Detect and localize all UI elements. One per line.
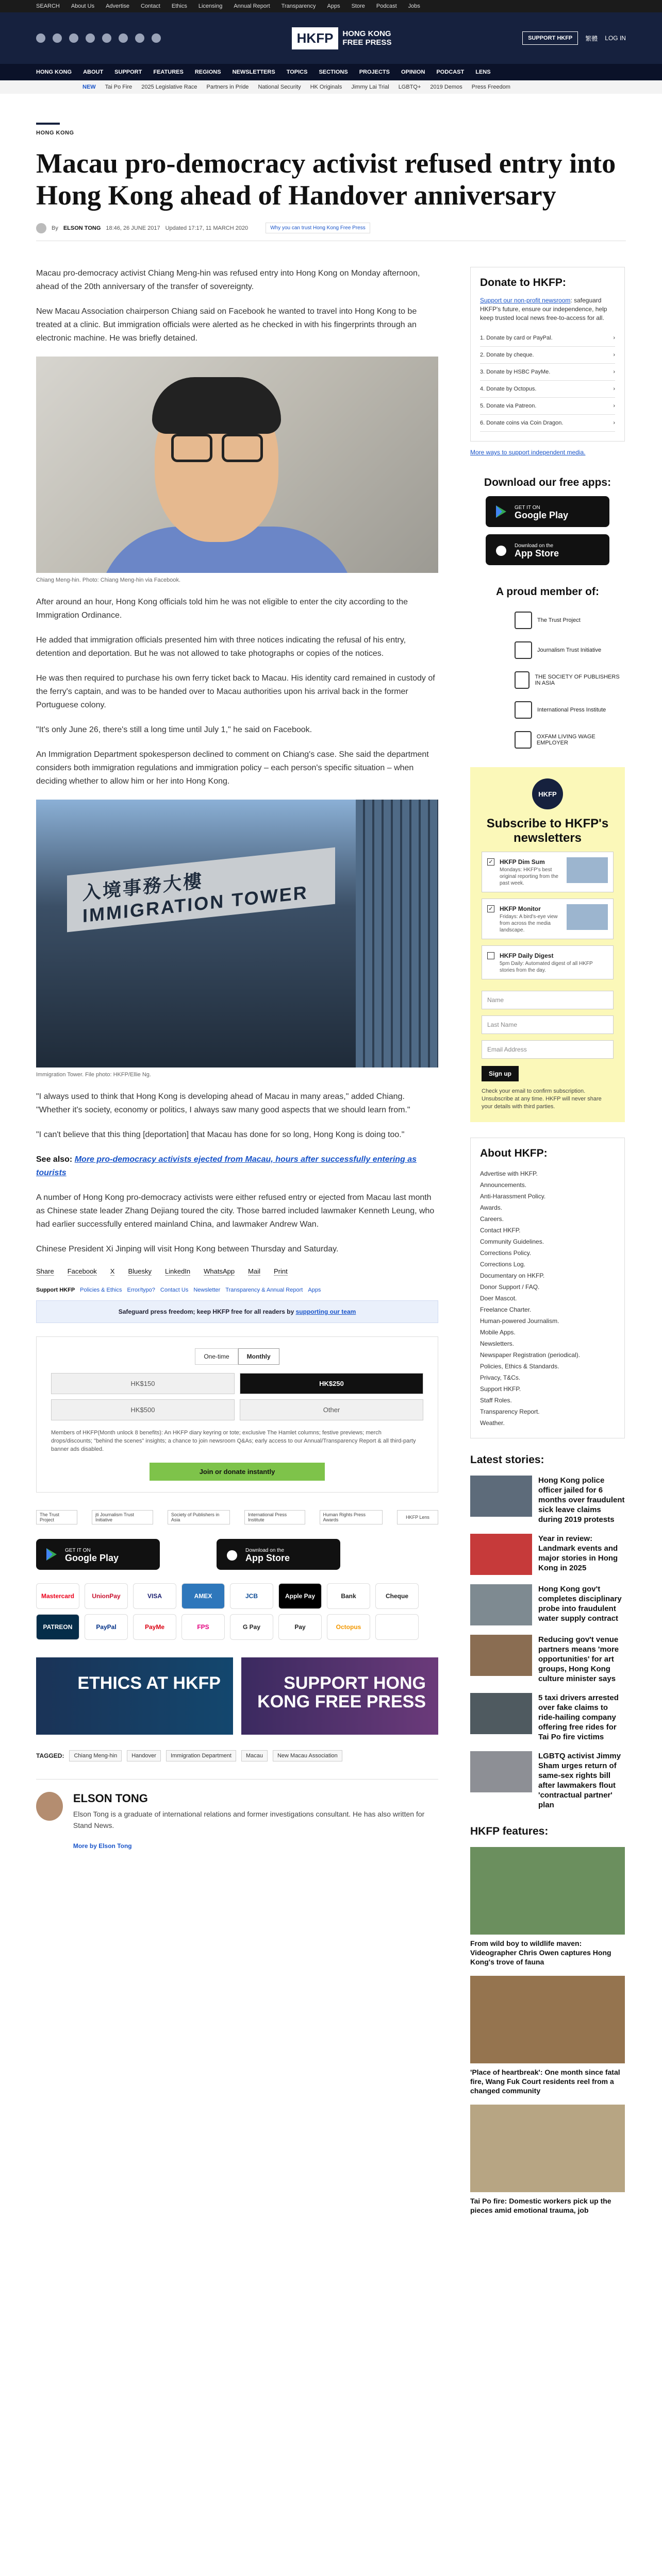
support-hkfp-link[interactable]: Support HKFP bbox=[36, 1287, 75, 1293]
arrow-icon: › bbox=[613, 369, 615, 375]
paragraph: "I can't believe that this thing [deportation] that Macau has done for so long, Hong Kong is doing too." bbox=[36, 1130, 405, 1139]
photo-caption: Immigration Tower. File photo: HKFP/Ellie Ng. bbox=[36, 1072, 151, 1078]
tag[interactable]: Handover bbox=[127, 1750, 161, 1761]
email-input[interactable]: Email Address bbox=[482, 1040, 614, 1059]
see-also-link[interactable]: More pro-democracy activists ejected from Macau, hours after successfully entering as tourists bbox=[36, 1155, 417, 1177]
google-play-icon bbox=[44, 1547, 59, 1562]
trending-link[interactable]: 2019 Demos bbox=[430, 84, 462, 90]
photo-caption: Chiang Meng-hin. Photo: Chiang Meng-hin via Facebook. bbox=[36, 577, 181, 583]
payment-logo: Apple Pay bbox=[278, 1583, 322, 1609]
story-thumb bbox=[470, 1635, 532, 1676]
donate-intro-link[interactable]: Support our non-profit newsroom bbox=[480, 297, 571, 304]
support-button[interactable]: SUPPORT HKFP bbox=[522, 31, 578, 45]
photo-tower bbox=[356, 800, 438, 1067]
donation-widget bbox=[36, 1336, 438, 1493]
social-icons bbox=[36, 33, 161, 43]
feature-story[interactable]: From wild boy to wildlife maven: Videographer Chris Owen captures Hong Kong's trove of fauna bbox=[470, 1847, 625, 1967]
about-link[interactable]: Corrections Policy. bbox=[480, 1249, 532, 1257]
trending-link[interactable]: Jimmy Lai Trial bbox=[351, 84, 389, 90]
latest-story[interactable]: 5 taxi drivers arrested over fake claims to ride-hailing company offering free rides for Tai Po fire victims bbox=[470, 1693, 625, 1742]
trending-bar bbox=[0, 80, 662, 94]
nav-item[interactable]: PODCAST bbox=[436, 69, 465, 75]
paragraph: "I always used to think that Hong Kong is developing ahead of Macau in many areas," added Chiang. "Whether it's society, economy or politics, I always saw many good aspects that we should learn from." bbox=[36, 1092, 410, 1114]
tagged-label: TAGGED: bbox=[36, 1752, 64, 1759]
join-button[interactable]: Join or donate instantly bbox=[150, 1463, 325, 1481]
partner-logos bbox=[36, 1510, 438, 1524]
newsletter-box bbox=[470, 767, 625, 1122]
main-nav bbox=[0, 64, 662, 80]
store-link[interactable]: Store bbox=[351, 3, 365, 9]
nav-item[interactable]: SUPPORT bbox=[114, 69, 142, 75]
author-bio: Elson Tong is a graduate of international relations and former investigations consultant. He has also written for Stand News. bbox=[73, 1810, 425, 1829]
see-also-label: See also: bbox=[36, 1155, 73, 1164]
share-x[interactable]: X bbox=[110, 1267, 115, 1275]
app-store-buttons bbox=[36, 1539, 438, 1570]
promo-headline: SUPPORT HONG KONG FREE PRESS bbox=[257, 1673, 426, 1711]
site-logo[interactable] bbox=[292, 27, 392, 49]
about-link[interactable]: Corrections Log. bbox=[480, 1261, 526, 1268]
arrow-icon: › bbox=[613, 386, 615, 392]
story-thumb bbox=[470, 1693, 532, 1734]
member-title: A proud member of: bbox=[496, 586, 599, 598]
about-link[interactable]: Policies, Ethics & Standards. bbox=[480, 1363, 559, 1370]
freq-one-time[interactable]: One-time bbox=[195, 1348, 238, 1365]
article-photo bbox=[36, 357, 438, 573]
tag[interactable]: New Macau Association bbox=[273, 1750, 342, 1761]
footer-link[interactable]: Newsletter bbox=[193, 1287, 221, 1293]
partner-logo[interactable]: Human Rights Press Awards bbox=[320, 1510, 383, 1524]
ethics-promo[interactable] bbox=[36, 1657, 233, 1735]
about-link[interactable]: Newsletters. bbox=[480, 1340, 515, 1347]
instagram-icon[interactable] bbox=[69, 33, 78, 43]
latest-story[interactable]: LGBTQ activist Jimmy Sham urges return of same-sex rights bill after lawmakers flout 'contractual partner' plan bbox=[470, 1751, 625, 1810]
about-link[interactable]: Anti-Harassment Policy. bbox=[480, 1193, 546, 1200]
article-category[interactable]: HONG KONG bbox=[36, 130, 74, 136]
footer-link[interactable]: Apps bbox=[308, 1287, 321, 1293]
amount-grid bbox=[51, 1373, 423, 1420]
about-link[interactable]: Announcements. bbox=[480, 1181, 527, 1189]
jobs-link[interactable]: Jobs bbox=[408, 3, 420, 9]
partner-logo[interactable]: HKFP Lens bbox=[397, 1510, 438, 1524]
trending-link[interactable]: Tai Po Fire bbox=[105, 84, 133, 90]
membership-note: Members of HKFP(Month unlock 8 benefits): An HKFP diary keyring or tote; exclusive The Hamlet columns; festive previews; merch drops/discounts; "behind the scenes" insights; a chance to join newsroom Q&As; early access to our Annual/Transparency Report & all third-party banner ads disabled. bbox=[51, 1430, 416, 1452]
nav-item[interactable]: LENS bbox=[475, 69, 491, 75]
story-thumb bbox=[470, 1584, 532, 1625]
donate-options bbox=[480, 330, 615, 432]
newsletter-note: Check your email to confirm subscription. Unsubscribe at any time. HKFP will never share your details with third parties. bbox=[482, 1088, 602, 1110]
paragraph: He was then required to purchase his own ferry ticket back to Macau. His identity card remained in custody of the ferry's captain, and was to be handed over to Macau authorities upon his arrival back in the former Portuguese colony. bbox=[36, 674, 435, 709]
tag[interactable]: Chiang Meng-hin bbox=[69, 1750, 122, 1761]
trust-badge[interactable]: Why you can trust Hong Kong Free Press bbox=[266, 223, 370, 233]
payment-methods bbox=[36, 1583, 438, 1640]
payment-logo: FPS bbox=[181, 1614, 225, 1640]
partner-logo[interactable]: International Press Institute bbox=[244, 1510, 305, 1524]
feature-thumb bbox=[470, 1847, 625, 1935]
licensing-link[interactable]: Licensing bbox=[198, 3, 223, 9]
whatsapp-icon[interactable] bbox=[135, 33, 144, 43]
article-footer-links bbox=[36, 1287, 438, 1293]
annual-report-link[interactable]: Annual Report bbox=[234, 3, 270, 9]
paragraph: New Macau Association chairperson Chiang said on Facebook he wanted to travel into Hong Kong to be treated at a clinic. But immigration officials were alerted as he checked in with his fingerprints through an electronic machine. He was briefly detained. bbox=[36, 307, 417, 343]
arrow-icon: › bbox=[613, 335, 615, 341]
article-photo bbox=[36, 800, 438, 1067]
nav-item[interactable]: REGIONS bbox=[194, 69, 221, 75]
share-print[interactable]: Print bbox=[273, 1267, 288, 1275]
rss-icon[interactable] bbox=[152, 33, 161, 43]
donate-box bbox=[470, 267, 625, 442]
threads-icon[interactable] bbox=[86, 33, 95, 43]
latest-story[interactable]: Hong Kong police officer jailed for 6 months over fraudulent sick leave claims during 2019 protests bbox=[470, 1476, 625, 1524]
newsletter-title: Subscribe to HKFP's newsletters bbox=[486, 817, 609, 845]
site-header bbox=[0, 12, 662, 64]
payment-logo: Pay bbox=[278, 1614, 322, 1640]
feature-thumb bbox=[470, 2105, 625, 2192]
newsletter-option[interactable]: HKFP Daily Digest 5pm Daily: Automated digest of all HKFP stories from the day. bbox=[482, 945, 614, 979]
facebook-icon[interactable] bbox=[36, 33, 45, 43]
updated-date: Updated 17:17, 11 MARCH 2020 bbox=[165, 225, 249, 231]
share-bar bbox=[36, 1267, 438, 1276]
share-facebook[interactable]: Facebook bbox=[67, 1267, 97, 1275]
trending-link[interactable]: HK Originals bbox=[310, 84, 342, 90]
about-links bbox=[480, 1168, 615, 1429]
author-name[interactable]: ELSON TONG bbox=[73, 1792, 148, 1805]
feature-story[interactable]: 'Place of heartbreak': One month since fatal fire, Wang Fuk Court residents reel from a changed community bbox=[470, 1976, 625, 2095]
payment-logo: G Pay bbox=[230, 1614, 273, 1640]
arrow-icon: › bbox=[613, 352, 615, 358]
member-logo[interactable]: Journalism Trust Initiative bbox=[515, 635, 625, 665]
logo-mark: HKFP bbox=[292, 27, 339, 49]
about-box bbox=[470, 1138, 625, 1438]
photo-glasses bbox=[171, 434, 212, 462]
frequency-toggle bbox=[51, 1348, 423, 1365]
article-title: Macau pro-democracy activist refused entry into Hong Kong ahead of Handover anniversary bbox=[36, 148, 616, 211]
apple-icon bbox=[494, 543, 508, 557]
partner-logo[interactable]: Society of Publishers in Asia bbox=[168, 1510, 230, 1524]
amount-option-selected[interactable]: HK$250 bbox=[240, 1373, 423, 1394]
ipi-icon bbox=[515, 701, 532, 719]
donate-option[interactable]: 6. Donate coins via Coin Dragon. › bbox=[480, 415, 615, 432]
about-link[interactable]: Donor Support / FAQ. bbox=[480, 1283, 540, 1291]
payment-logo: Bank bbox=[327, 1583, 370, 1609]
trending-link[interactable]: 2025 Legislative Race bbox=[141, 84, 197, 90]
trending-link[interactable]: National Security bbox=[258, 84, 301, 90]
payment-logo: AMEX bbox=[181, 1583, 225, 1609]
story-thumb bbox=[470, 1534, 532, 1575]
newsletter-thumb bbox=[567, 904, 608, 930]
byline-author[interactable]: ELSON TONG bbox=[63, 225, 101, 231]
more-ways-link[interactable]: More ways to support independent media. bbox=[470, 449, 586, 456]
arrow-icon: › bbox=[613, 420, 615, 426]
google-play-icon bbox=[494, 504, 508, 519]
photo-sign bbox=[67, 848, 335, 933]
trending-link[interactable]: LGBTQ+ bbox=[398, 84, 421, 90]
podcast-link[interactable]: Podcast bbox=[376, 3, 397, 9]
trust-project-icon bbox=[515, 612, 532, 629]
newsletter-option[interactable]: ✓ HKFP Dim Sum Mondays: HKFP's best original reporting from the past week. bbox=[482, 852, 614, 892]
publish-date: 18:46, 26 JUNE 2017 bbox=[106, 225, 160, 231]
nav-item[interactable]: NEWSLETTERS bbox=[232, 69, 275, 75]
share-label[interactable]: Share bbox=[36, 1267, 54, 1275]
donate-title: Donate to HKFP: bbox=[480, 277, 566, 289]
sopa-icon bbox=[515, 671, 529, 689]
freq-monthly[interactable]: Monthly bbox=[238, 1348, 279, 1365]
partner-logo[interactable]: The Trust Project bbox=[36, 1510, 77, 1524]
donate-option[interactable]: 1. Donate by card or PayPal. › bbox=[480, 330, 615, 347]
transparency-link[interactable]: Transparency bbox=[281, 3, 316, 9]
safeguard-banner bbox=[36, 1300, 438, 1323]
sign-text: 入境事務大樓 IMMIGRATION TOWER bbox=[82, 870, 308, 927]
member-list bbox=[470, 605, 625, 755]
content-columns bbox=[36, 267, 626, 2215]
oxfam-icon bbox=[515, 731, 532, 749]
nav-item[interactable]: OPINION bbox=[401, 69, 425, 75]
nav-item[interactable]: PROJECTS bbox=[359, 69, 390, 75]
tag[interactable]: Immigration Department bbox=[166, 1750, 236, 1761]
google-play-button[interactable]: GET IT ON Google Play bbox=[36, 1539, 160, 1570]
safeguard-link[interactable]: supporting our team bbox=[295, 1308, 356, 1315]
latest-title: Latest stories: bbox=[470, 1454, 544, 1466]
payment-logo: Mastercard bbox=[36, 1583, 79, 1609]
see-also bbox=[36, 1153, 438, 1180]
trending-link[interactable]: Partners in Pride bbox=[206, 84, 249, 90]
paragraph: Macau pro-democracy activist Chiang Meng-hin was refused entry into Hong Kong on Monday afternoon, ahead of the 20th anniversary of the transfer of sovereignty. bbox=[36, 269, 420, 291]
trending-link[interactable]: Press Freedom bbox=[471, 84, 510, 90]
author-box bbox=[36, 1779, 438, 1850]
article-body bbox=[36, 267, 438, 2215]
donate-option[interactable]: 3. Donate by HSBC PayMe. › bbox=[480, 364, 615, 381]
about-link[interactable]: Doer Mascot. bbox=[480, 1295, 517, 1302]
feature-story[interactable]: Tai Po fire: Domestic workers pick up the pieces amid emotional trauma, job bbox=[470, 2105, 625, 2215]
tag[interactable]: Macau bbox=[241, 1750, 268, 1761]
photo-hair bbox=[152, 377, 281, 434]
payment-logo: PayPal bbox=[85, 1614, 128, 1640]
donate-intro: Support our non-profit newsroom: safeguard HKFP's future, ensure our independence, help keep trusted local news free-to-access for all. bbox=[480, 297, 607, 321]
app-store-button[interactable]: Download on the App Store bbox=[217, 1539, 340, 1570]
support-promo[interactable] bbox=[241, 1657, 438, 1735]
about-link[interactable]: Support HKFP. bbox=[480, 1385, 521, 1393]
safeguard-text: Safeguard press freedom; keep HKFP free for all readers by bbox=[118, 1308, 294, 1315]
latest-story[interactable]: Hong Kong gov't completes disciplinary probe into fraudulent water supply contract bbox=[470, 1584, 625, 1625]
checkbox-checked[interactable]: ✓ bbox=[487, 905, 494, 912]
nav-item[interactable]: HONG KONG bbox=[36, 69, 72, 75]
arrow-icon: › bbox=[613, 403, 615, 409]
checkbox[interactable] bbox=[487, 952, 494, 959]
features-title: HKFP features: bbox=[470, 1825, 549, 1837]
apps-title: Download our free apps: bbox=[484, 477, 611, 488]
member-logo[interactable]: The Trust Project bbox=[515, 605, 625, 635]
apps-link[interactable]: Apps bbox=[327, 3, 340, 9]
login-link[interactable]: LOG IN bbox=[605, 35, 626, 42]
ethics-link[interactable]: Ethics bbox=[171, 3, 187, 9]
share-whatsapp[interactable]: WhatsApp bbox=[204, 1267, 235, 1275]
payment-logo: PATREON bbox=[36, 1614, 79, 1640]
payment-logo: Cheque bbox=[375, 1583, 419, 1609]
member-logo[interactable]: International Press Institute bbox=[515, 695, 625, 725]
language-toggle[interactable]: 繁體 bbox=[585, 35, 598, 42]
sidebar-app-store[interactable]: Download on the App Store bbox=[486, 534, 609, 565]
about-link[interactable]: Careers. bbox=[480, 1215, 504, 1223]
footer-link[interactable]: Error/typo? bbox=[127, 1287, 155, 1293]
payment-logo: PayMe bbox=[133, 1614, 176, 1640]
author-photo bbox=[36, 1792, 63, 1821]
payment-logo: JCB bbox=[230, 1583, 273, 1609]
nav-item[interactable]: SECTIONS bbox=[319, 69, 348, 75]
member-logo[interactable]: THE SOCIETY OF PUBLISHERS IN ASIA bbox=[515, 665, 625, 695]
partner-logo[interactable]: jti Journalism Trust Initiative bbox=[92, 1510, 153, 1524]
nav-item[interactable]: ABOUT bbox=[83, 69, 104, 75]
about-link[interactable]: Transparency Report. bbox=[480, 1408, 540, 1415]
photo-glasses bbox=[222, 434, 263, 462]
paragraph: An Immigration Department spokesperson declined to comment on Chiang's case. She said the department considers both immigration regulations and immigration policy – each person's specific situation – when deciding whether to allow him or her into Hong Kong. bbox=[36, 750, 429, 786]
amount-option[interactable]: HK$150 bbox=[51, 1373, 235, 1394]
promo-banners bbox=[36, 1657, 438, 1735]
article-wrapper bbox=[0, 123, 662, 2215]
sidebar-google-play[interactable]: GET IT ON Google Play bbox=[486, 496, 609, 527]
story-thumb bbox=[470, 1751, 532, 1792]
donate-option[interactable]: 5. Donate via Patreon. › bbox=[480, 398, 615, 415]
last-name-input[interactable]: Last Name bbox=[482, 1015, 614, 1034]
more-by-author-link[interactable]: More by Elson Tong bbox=[73, 1842, 132, 1850]
paragraph: A number of Hong Kong pro-democracy activists were either refused entry or ejected from Macau last month as Chinese state leader Zhang Dejiang toured the city. Those barred included lawmaker Kenneth Leung, who had earlier successfully entered mainland China, and lawmaker Andrew Wan. bbox=[36, 1193, 435, 1229]
paragraph: He added that immigration officials presented him with three notices indicating the refusal of his entry, detention and deportation. But he was not allowed to take photographs or copies of the notices. bbox=[36, 636, 406, 658]
signup-button[interactable]: Sign up bbox=[482, 1066, 519, 1081]
advertise-link[interactable]: Advertise bbox=[106, 3, 129, 9]
paragraph: "It's only June 26, there's still a long time until July 1," he said on Facebook. bbox=[36, 725, 312, 734]
donate-option[interactable]: 4. Donate by Octopus. › bbox=[480, 381, 615, 398]
about-link[interactable]: Weather. bbox=[480, 1419, 505, 1427]
newsletter-logo: HKFP bbox=[532, 778, 563, 809]
paragraph: After around an hour, Hong Kong officials told him he was not eligible to enter the city according to the Immigration Ordinance. bbox=[36, 598, 408, 620]
footer-link[interactable]: Policies & Ethics bbox=[80, 1287, 122, 1293]
top-utility-bar bbox=[0, 0, 662, 12]
nav-item[interactable]: TOPICS bbox=[286, 69, 308, 75]
contact-link[interactable]: Contact bbox=[140, 3, 160, 9]
telegram-icon[interactable] bbox=[119, 33, 128, 43]
about-link[interactable]: Staff Roles. bbox=[480, 1397, 512, 1404]
share-mail[interactable]: Mail bbox=[248, 1267, 260, 1275]
story-thumb bbox=[470, 1476, 532, 1517]
about-link[interactable]: Mobile Apps. bbox=[480, 1329, 516, 1336]
header-actions bbox=[522, 31, 626, 45]
share-linkedin[interactable]: LinkedIn bbox=[165, 1267, 191, 1275]
youtube-icon[interactable] bbox=[102, 33, 111, 43]
feature-thumb bbox=[470, 1976, 625, 2063]
share-bluesky[interactable]: Bluesky bbox=[128, 1267, 152, 1275]
about-link[interactable]: Community Guidelines. bbox=[480, 1238, 544, 1245]
about-link[interactable]: Contact HKFP. bbox=[480, 1227, 521, 1234]
payment-logo: VISA bbox=[133, 1583, 176, 1609]
footer-link[interactable]: Contact Us bbox=[160, 1287, 189, 1293]
about-link[interactable]: About Us bbox=[71, 3, 95, 9]
about-link[interactable]: Documentary on HKFP. bbox=[480, 1272, 545, 1279]
promo-headline: ETHICS AT HKFP bbox=[77, 1673, 221, 1693]
about-link[interactable]: Human-powered Journalism. bbox=[480, 1317, 559, 1325]
latest-story[interactable]: Reducing gov't venue partners means 'more opportunities' for art groups, Hong Kong culture minister says bbox=[470, 1635, 625, 1684]
payment-logo: UnionPay bbox=[85, 1583, 128, 1609]
about-link[interactable]: Awards. bbox=[480, 1204, 503, 1211]
category-rule bbox=[36, 123, 60, 125]
payment-logo bbox=[375, 1614, 419, 1640]
about-link[interactable]: Newspaper Registration (periodical). bbox=[480, 1351, 581, 1359]
footer-link[interactable]: Transparency & Annual Report bbox=[225, 1287, 303, 1293]
about-title: About HKFP: bbox=[480, 1147, 548, 1159]
payment-logo: Octopus bbox=[327, 1614, 370, 1640]
x-icon[interactable] bbox=[53, 33, 62, 43]
byline bbox=[36, 223, 626, 233]
tag-list bbox=[36, 1750, 438, 1761]
amount-option[interactable]: HK$500 bbox=[51, 1399, 235, 1420]
donate-option[interactable]: 2. Donate by cheque. › bbox=[480, 347, 615, 364]
name-input[interactable]: Name bbox=[482, 991, 614, 1009]
logo-text: HONG KONG FREE PRESS bbox=[342, 29, 392, 47]
jti-icon bbox=[515, 641, 532, 659]
sidebar bbox=[470, 267, 625, 2215]
author-avatar bbox=[36, 223, 46, 233]
search-link[interactable]: SEARCH bbox=[36, 3, 60, 9]
trending-label: NEW bbox=[82, 84, 96, 90]
nav-item[interactable]: FEATURES bbox=[153, 69, 184, 75]
newsletter-option[interactable]: ✓ HKFP Monitor Fridays: A bird's-eye view from across the media landscape. bbox=[482, 899, 614, 939]
paragraph: Chinese President Xi Jinping will visit Hong Kong between Thursday and Saturday. bbox=[36, 1245, 339, 1253]
member-logo[interactable]: OXFAM LIVING WAGE EMPLOYER bbox=[515, 725, 625, 755]
byline-by: By bbox=[52, 225, 58, 231]
amount-option-other[interactable]: Other bbox=[240, 1399, 423, 1420]
about-link[interactable]: Privacy, T&Cs. bbox=[480, 1374, 521, 1381]
about-link[interactable]: Freelance Charter. bbox=[480, 1306, 532, 1313]
about-link[interactable]: Advertise with HKFP. bbox=[480, 1170, 538, 1177]
newsletter-thumb bbox=[567, 857, 608, 883]
apple-icon bbox=[225, 1547, 239, 1562]
checkbox-checked[interactable]: ✓ bbox=[487, 858, 494, 866]
latest-story[interactable]: Year in review: Landmark events and major stories in Hong Kong in 2025 bbox=[470, 1534, 625, 1575]
